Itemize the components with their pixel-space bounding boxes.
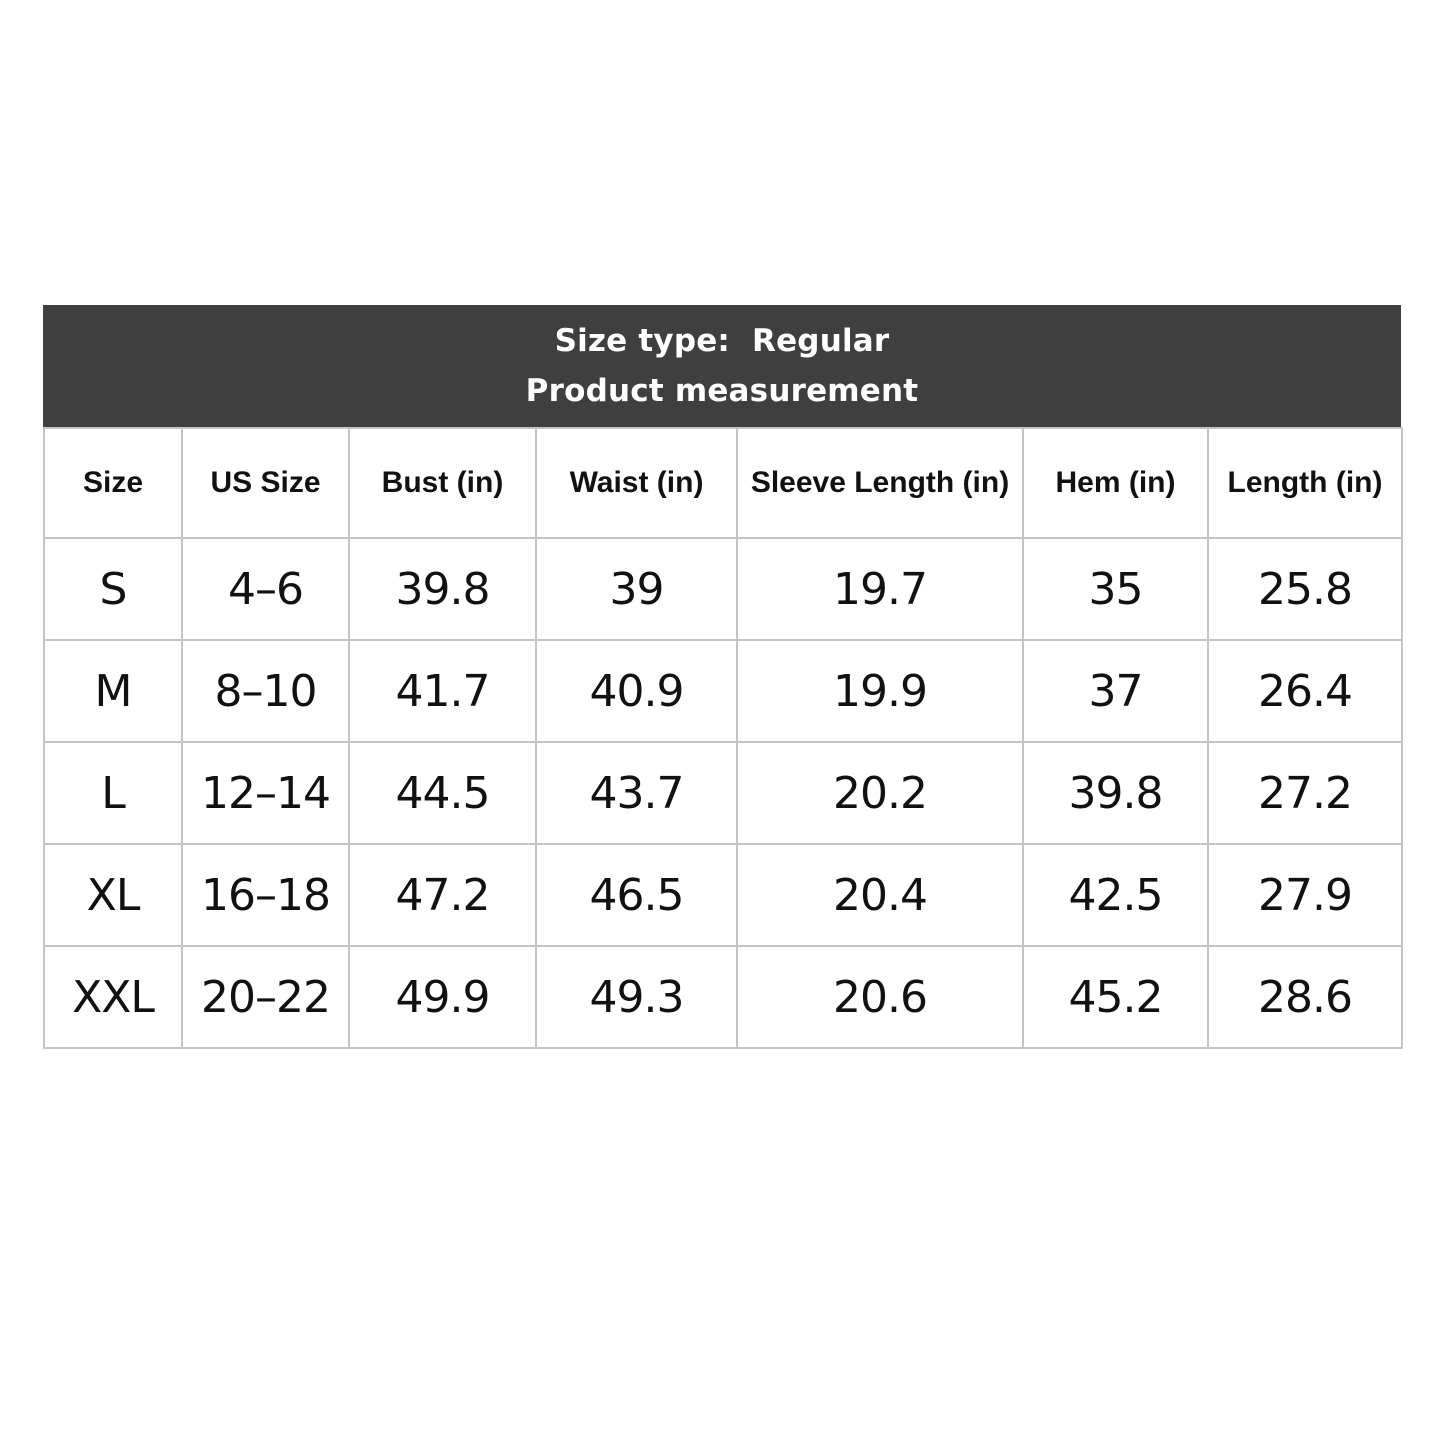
column-header-hem: Hem (in) — [1023, 428, 1208, 538]
cell-waist: 39 — [536, 538, 737, 640]
cell-bust: 49.9 — [349, 946, 536, 1048]
cell-bust: 44.5 — [349, 742, 536, 844]
cell-bust: 47.2 — [349, 844, 536, 946]
cell-us-size: 12–14 — [182, 742, 349, 844]
cell-hem: 37 — [1023, 640, 1208, 742]
measurement-table — [43, 427, 1403, 1049]
cell-waist: 46.5 — [536, 844, 737, 946]
cell-bust: 41.7 — [349, 640, 536, 742]
cell-length: 27.2 — [1208, 742, 1402, 844]
chart-subtitle: Product measurement — [525, 373, 919, 409]
cell-sleeve-length: 19.9 — [737, 640, 1023, 742]
cell-size: L — [44, 742, 182, 844]
cell-sleeve-length: 20.2 — [737, 742, 1023, 844]
cell-waist: 49.3 — [536, 946, 737, 1048]
cell-waist: 43.7 — [536, 742, 737, 844]
size-type-label: Size type: Regular — [554, 323, 890, 359]
column-header-length: Length (in) — [1208, 428, 1402, 538]
cell-bust: 39.8 — [349, 538, 536, 640]
cell-size: XL — [44, 844, 182, 946]
column-header-bust: Bust (in) — [349, 428, 536, 538]
table-row — [44, 946, 1402, 1048]
cell-sleeve-length: 19.7 — [737, 538, 1023, 640]
cell-size: S — [44, 538, 182, 640]
cell-hem: 35 — [1023, 538, 1208, 640]
column-header-sleeve-length: Sleeve Length (in) — [737, 428, 1023, 538]
chart-header — [43, 305, 1401, 427]
cell-us-size: 20–22 — [182, 946, 349, 1048]
column-header-waist: Waist (in) — [536, 428, 737, 538]
cell-us-size: 4–6 — [182, 538, 349, 640]
cell-size: XXL — [44, 946, 182, 1048]
cell-waist: 40.9 — [536, 640, 737, 742]
cell-hem: 39.8 — [1023, 742, 1208, 844]
header-row — [44, 428, 1402, 538]
cell-hem: 42.5 — [1023, 844, 1208, 946]
table-row — [44, 742, 1402, 844]
column-header-size: Size — [44, 428, 182, 538]
size-chart — [43, 305, 1401, 1049]
column-header-us-size: US Size — [182, 428, 349, 538]
table-row — [44, 640, 1402, 742]
cell-length: 25.8 — [1208, 538, 1402, 640]
cell-size: M — [44, 640, 182, 742]
table-row — [44, 538, 1402, 640]
cell-us-size: 16–18 — [182, 844, 349, 946]
cell-length: 28.6 — [1208, 946, 1402, 1048]
cell-length: 26.4 — [1208, 640, 1402, 742]
cell-length: 27.9 — [1208, 844, 1402, 946]
cell-hem: 45.2 — [1023, 946, 1208, 1048]
table-row — [44, 844, 1402, 946]
cell-sleeve-length: 20.6 — [737, 946, 1023, 1048]
cell-us-size: 8–10 — [182, 640, 349, 742]
cell-sleeve-length: 20.4 — [737, 844, 1023, 946]
